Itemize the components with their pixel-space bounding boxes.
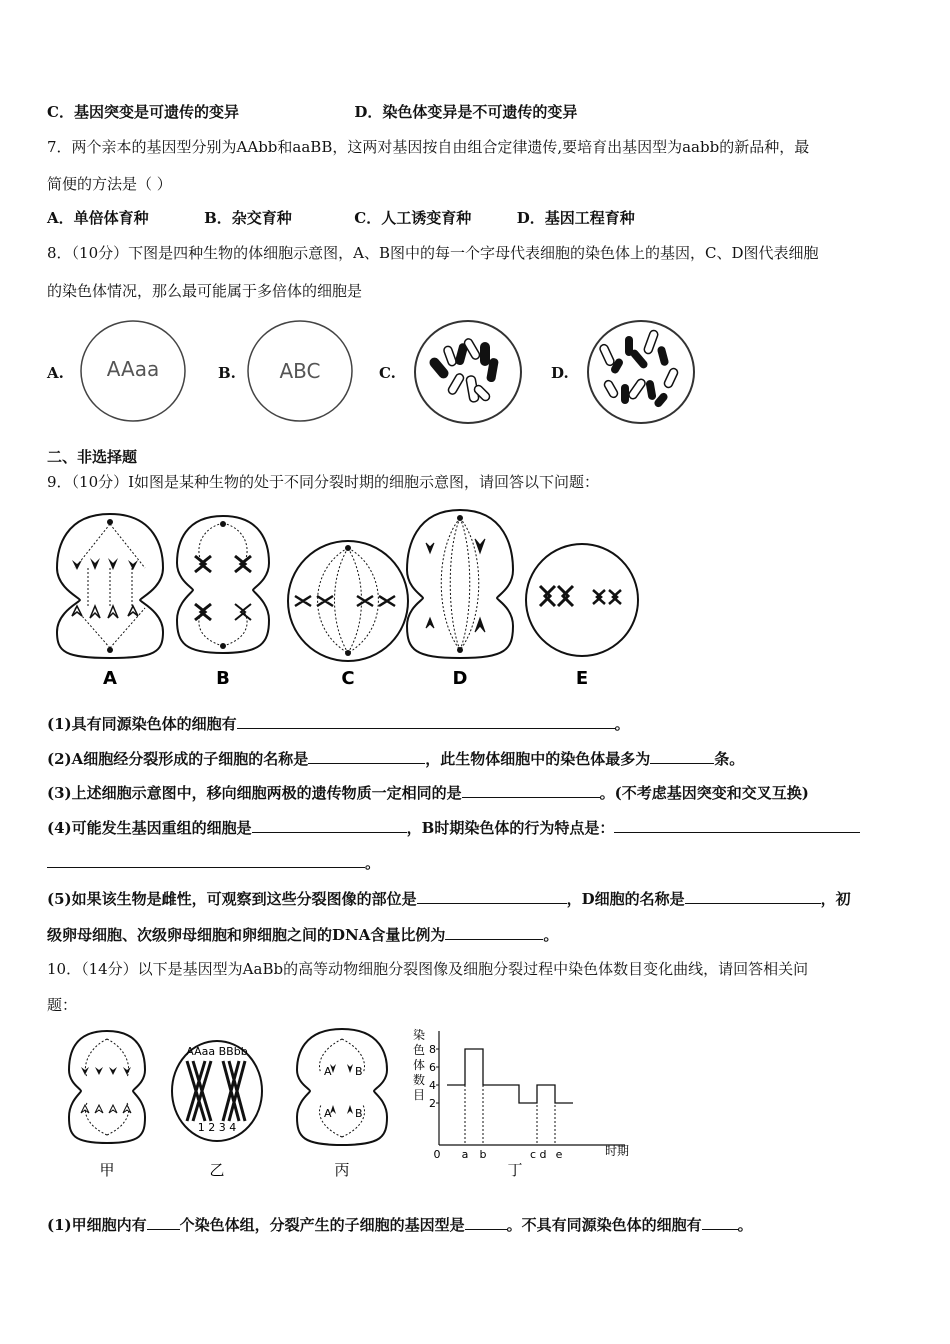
q9-part1 (47, 713, 630, 734)
q8-stem-text2: 的染色体情况，那么最可能属于多倍体的细胞是 (47, 282, 363, 300)
q10-p1-text-b: 个染色体组，分裂产生的子细胞的基因型是 (179, 1216, 465, 1234)
q9-label-c: C (341, 668, 355, 689)
q10-part1 (47, 1214, 753, 1235)
q9-p5-end: 。 (543, 926, 559, 944)
chart-y-tick-label: 8 (429, 1043, 436, 1056)
q9-figure (55, 508, 655, 692)
q9-part3 (47, 782, 809, 803)
q10-stem-text2: 题： (47, 996, 78, 1014)
q8-label-a: A. (47, 364, 64, 382)
q10-figure (65, 1025, 645, 1183)
chart-y-tick-label: 2 (429, 1097, 436, 1110)
q8-cell-c-chromosomes (427, 337, 499, 402)
chart-sub-label: 丁 (507, 1161, 523, 1179)
q10-p1-text-c: 。不具有同源染色体的细胞有 (506, 1216, 702, 1234)
q9-p2-blank-2[interactable] (650, 748, 714, 764)
q7-option-d: D．基因工程育种 (516, 209, 635, 227)
q9-cell-d (407, 510, 513, 658)
q9-part4 (47, 817, 860, 838)
q10-p1-end: 。 (737, 1216, 753, 1234)
q9-p5-blank-3[interactable] (445, 924, 543, 940)
q9-p5-text-d: 级卵母细胞、次级卵母细胞和卵细胞之间的DNA含量比例为 (47, 926, 446, 944)
q10-p1-blank-2[interactable] (465, 1214, 507, 1230)
chart-y-label-char: 染 (413, 1028, 426, 1042)
q9-cell-e (526, 544, 638, 656)
q8-stem-line1 (47, 243, 819, 263)
q9-p1-blank[interactable] (237, 713, 615, 729)
q9-label-d: D (452, 668, 468, 689)
q7-option-c: C．人工诱变育种 (354, 209, 472, 227)
q8-cell-a-genes: AAaa (106, 357, 160, 381)
q9-label-b: B (216, 668, 230, 689)
q9-p2-text-a: (2)A细胞经分裂形成的子细胞的名称是 (47, 750, 309, 768)
q9-p5-text-a: (5)如果该生物是雌性，可观察到这些分裂图像的部位是 (47, 890, 417, 908)
q10-stem-line2 (47, 995, 77, 1015)
q10-bing-gene-4: B (355, 1107, 363, 1120)
q9-p4-text-a: (4)可能发生基因重组的细胞是 (47, 819, 252, 837)
q10-p1-text-a: (1)甲细胞内有 (47, 1216, 147, 1234)
q8-cell-a-figure (78, 318, 188, 424)
q8-cell-c-figure (412, 318, 524, 426)
chart-x-tick-label: e (555, 1148, 563, 1161)
q9-p5-blank-1[interactable] (417, 888, 567, 904)
q10-yi-numbers: 1 2 3 4 (197, 1121, 237, 1134)
q10-stem-text: 10．（14分）以下是基因型为AaBb的高等动物细胞分裂图像及细胞分裂过程中染色体数目变化曲线，请回答相关问 (47, 960, 809, 978)
q8-label-c: C. (379, 364, 396, 382)
chart-x-tick-label: d (539, 1148, 547, 1161)
q9-stem (47, 472, 599, 492)
q9-p5-text-c: ，初 (820, 890, 851, 908)
q7-option-b: B．杂交育种 (204, 209, 292, 227)
chart-y-tick-label: 4 (429, 1079, 436, 1092)
chart-x-tick-label: a (461, 1148, 469, 1161)
q8-label-d: D. (551, 364, 569, 382)
q7-stem-text2: 简便的方法是（ ） (47, 175, 172, 193)
q9-part4-cont (47, 852, 380, 873)
chart-y-label-char: 数 (413, 1073, 426, 1087)
chart-x-tick-label: 0 (433, 1148, 441, 1161)
q9-p4-blank-1[interactable] (252, 817, 407, 833)
q9-p2-text-b: ，此生物体细胞中的染色体最多为 (425, 750, 651, 768)
q9-cell-b (177, 516, 269, 653)
q9-p2-blank-1[interactable] (308, 748, 425, 764)
q7-options-line (47, 208, 635, 228)
chart-y-label-char: 体 (413, 1058, 426, 1072)
q8-cell-b-genes: ABC (279, 359, 321, 383)
q10-p1-blank-3[interactable] (702, 1214, 738, 1230)
q9-p3-text-a: (3)上述细胞示意图中，移向细胞两极的遗传物质一定相同的是 (47, 784, 462, 802)
chart-y-label-char: 目 (413, 1088, 426, 1102)
q7-stem-text: 7．两个亲本的基因型分别为AAbb和aaBB，这两对基因按自由组合定律遗传,要培育出基因型为aabb的新品种，最 (47, 138, 810, 156)
chart-y-label-char: 色 (413, 1043, 426, 1057)
chart-x-label: 时期 (605, 1144, 630, 1158)
q10-yi-genes: AAaa BBbb (186, 1045, 248, 1058)
q10-chart (413, 1027, 629, 1179)
q6-option-d: D．染色体变异是不可遗传的变异 (354, 103, 578, 121)
q8-cell-d-figure (585, 318, 697, 426)
q9-p5-blank-2[interactable] (685, 888, 821, 904)
q6-options-line (47, 102, 577, 122)
q10-p1-blank-1[interactable] (147, 1214, 180, 1230)
q8-stem-text: 8．（10分）下图是四种生物的体细胞示意图，A、B图中的每一个字母代表细胞的染色体上的基因，C、D图代表细胞 (47, 244, 819, 262)
q9-cell-c (288, 541, 408, 661)
q10-label-bing: 丙 (334, 1161, 350, 1179)
q9-p5-text-b: ，D细胞的名称是 (566, 890, 685, 908)
q10-cell-bing (297, 1029, 387, 1145)
q7-option-a: A．单倍体育种 (47, 209, 149, 227)
section-heading: 二、非选择题 (47, 448, 138, 466)
q9-p1-text: (1)具有同源染色体的细胞有 (47, 715, 237, 733)
q10-label-jia: 甲 (99, 1161, 115, 1179)
chart-series-line (447, 1049, 573, 1103)
q9-cell-a (57, 514, 163, 658)
q9-part5 (47, 888, 851, 909)
chart-x-tick-label: b (479, 1148, 487, 1161)
q9-label-a: A (103, 668, 117, 689)
chart-y-tick-label: 6 (429, 1061, 436, 1074)
q9-part2 (47, 748, 744, 769)
q10-bing-gene-1: A (324, 1065, 332, 1078)
q9-p3-blank[interactable] (462, 782, 600, 798)
q9-label-e: E (575, 668, 589, 689)
q9-p4-blank-2[interactable] (614, 817, 860, 833)
q8-cell-d-chromosomes (599, 329, 679, 408)
q10-bing-gene-3: A (324, 1107, 332, 1120)
q10-label-yi: 乙 (209, 1161, 225, 1179)
q9-p3-text-b: 。(不考虑基因突变和交叉互换) (599, 784, 809, 802)
q10-stem-line1 (47, 959, 808, 979)
q10-cell-yi (172, 1041, 262, 1141)
q9-p4-end: 。 (365, 854, 381, 872)
q10-bing-gene-2: B (355, 1065, 363, 1078)
q9-p1-end: 。 (614, 715, 630, 733)
q9-part5-cont (47, 924, 558, 945)
q9-p4-text-b: ，B时期染色体的行为特点是： (406, 819, 615, 837)
q9-p2-text-c: 条。 (714, 750, 745, 768)
q7-stem-line2 (47, 174, 172, 194)
q9-p4-blank-3[interactable] (47, 852, 365, 868)
chart-x-tick-label: c (529, 1148, 537, 1161)
q8-cell-b-figure (245, 318, 355, 424)
q10-cell-jia (69, 1031, 145, 1143)
q8-label-b: B. (218, 364, 236, 382)
q8-stem-line2 (47, 281, 362, 301)
q9-stem-text: 9．（10分）I如图是某种生物的处于不同分裂时期的细胞示意图，请回答以下问题： (47, 473, 600, 491)
q7-stem-line1 (47, 137, 809, 157)
q6-option-c: C．基因突变是可遗传的变异 (47, 103, 239, 121)
